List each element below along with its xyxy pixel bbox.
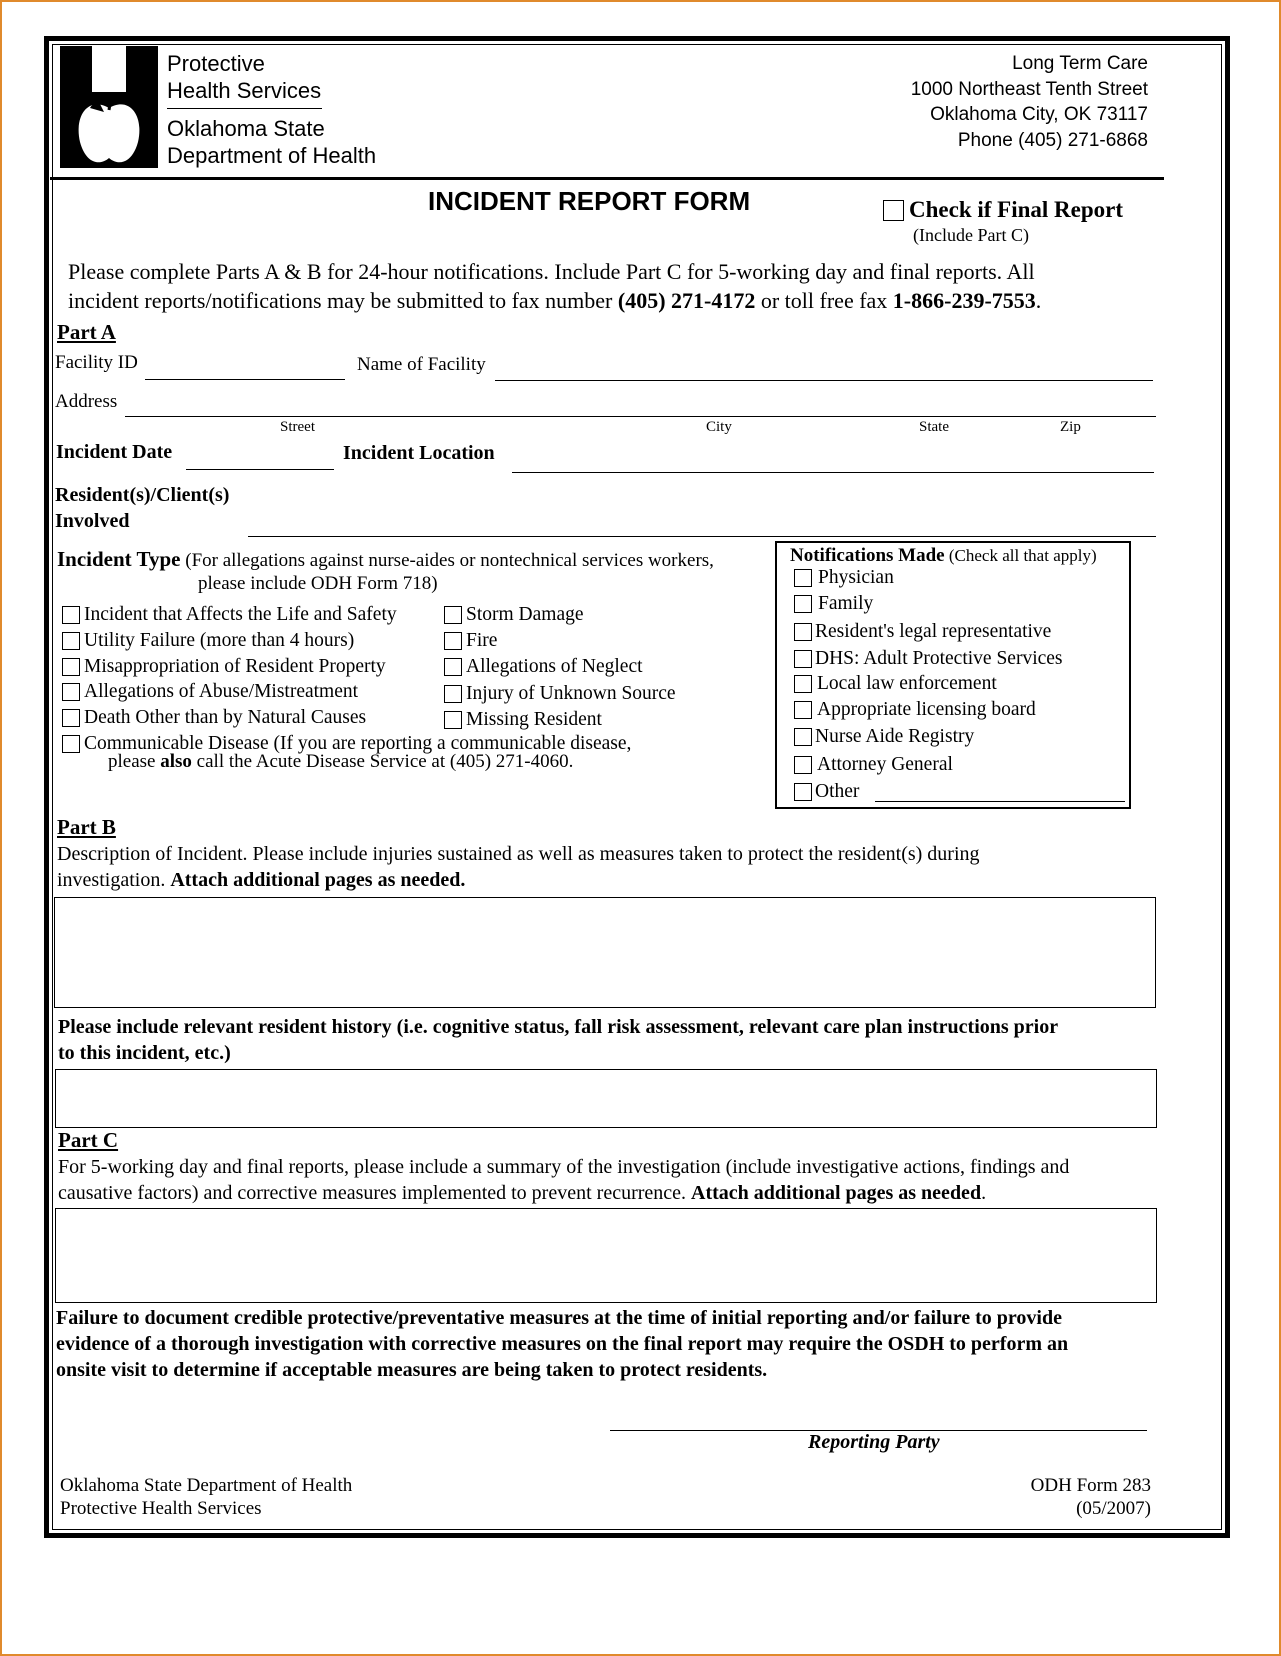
option-label: Death Other than by Natural Causes bbox=[84, 707, 367, 728]
incident-type-option[interactable] bbox=[444, 604, 584, 626]
checkbox[interactable] bbox=[794, 623, 812, 641]
zip-caption: Zip bbox=[1060, 419, 1081, 435]
resident-history-box[interactable] bbox=[55, 1069, 1157, 1128]
part-b-attach-note: Attach additional pages as needed. bbox=[170, 869, 466, 891]
option-label: Injury of Unknown Source bbox=[466, 683, 676, 704]
incident-type-option[interactable] bbox=[62, 630, 354, 652]
address-line-2: 1000 Northeast Tenth Street bbox=[910, 78, 1148, 100]
address-label: Address bbox=[55, 391, 118, 412]
footer-left bbox=[60, 1474, 352, 1520]
fax-number: (405) 271-4172 bbox=[617, 288, 756, 313]
form-number: ODH Form 283 bbox=[1030, 1475, 1151, 1496]
org-divider bbox=[167, 108, 322, 109]
org-line-1: Protective bbox=[167, 51, 265, 76]
logo-h-apple-icon bbox=[60, 46, 158, 168]
facility-id-field[interactable] bbox=[145, 379, 345, 380]
intro-line-2a: incident reports/notifications may be submitted to fax number bbox=[68, 288, 618, 313]
comm-note-also: also bbox=[160, 751, 192, 772]
notification-option[interactable] bbox=[794, 781, 859, 803]
incident-location-label: Incident Location bbox=[343, 442, 495, 464]
option-label: Nurse Aide Registry bbox=[815, 726, 975, 747]
footer-left-2: Protective Health Services bbox=[60, 1498, 262, 1519]
notification-option[interactable] bbox=[794, 673, 997, 695]
address-line-4: Phone (405) 271-6868 bbox=[957, 129, 1148, 151]
final-report-label: Check if Final Report bbox=[909, 197, 1124, 222]
part-c-heading: Part C bbox=[58, 1128, 119, 1152]
option-label: Incident that Affects the Life and Safety bbox=[84, 604, 397, 625]
notification-option[interactable] bbox=[794, 648, 1063, 670]
notifications-label: Notifications Made bbox=[790, 545, 945, 566]
reporting-party-label: Reporting Party bbox=[808, 1431, 940, 1453]
residents-label-2: Involved bbox=[55, 510, 130, 532]
street-caption: Street bbox=[280, 419, 315, 435]
facility-name-label: Name of Facility bbox=[357, 354, 486, 375]
toll-free-fax: 1-866-239-7553 bbox=[892, 288, 1036, 313]
option-label: Allegations of Abuse/Mistreatment bbox=[84, 681, 359, 702]
part-c-attach-note: Attach additional pages as needed bbox=[691, 1182, 982, 1204]
checkbox[interactable] bbox=[794, 783, 812, 801]
history-line-1: Please include relevant resident history (i.e. cognitive status, fall risk assessment, relevant care plan instructions prior bbox=[58, 1016, 1059, 1038]
part-c-description bbox=[58, 1154, 1069, 1206]
incident-date-label: Incident Date bbox=[56, 441, 173, 463]
checkbox[interactable] bbox=[794, 701, 812, 719]
resident-history-prompt bbox=[58, 1014, 1058, 1066]
checkbox[interactable] bbox=[62, 606, 80, 624]
odh-logo bbox=[60, 46, 158, 168]
final-report-sub: (Include Part C) bbox=[913, 225, 1029, 245]
notification-option[interactable] bbox=[794, 699, 1036, 721]
incident-type-header bbox=[57, 547, 714, 572]
part-c-desc-2 bbox=[58, 1180, 1069, 1206]
residents-field[interactable] bbox=[248, 536, 1156, 537]
checkbox[interactable] bbox=[444, 606, 462, 624]
part-c-desc-2a: causative factors) and corrective measures implemented to prevent recurrence. bbox=[58, 1182, 692, 1204]
facility-id-label: Facility ID bbox=[55, 352, 138, 373]
intro-line-2 bbox=[68, 286, 1041, 315]
communicable-disease-note bbox=[108, 751, 573, 773]
incident-type-option[interactable] bbox=[444, 683, 676, 705]
comm-note-c: call the Acute Disease Service at (405) 271-4060. bbox=[191, 751, 574, 772]
final-report-checkbox[interactable] bbox=[883, 200, 904, 221]
city-caption: City bbox=[706, 419, 732, 435]
notifications-header bbox=[790, 545, 1097, 567]
checkbox[interactable] bbox=[794, 595, 812, 613]
checkbox[interactable] bbox=[794, 756, 812, 774]
incident-type-note-2: please include ODH Form 718) bbox=[198, 573, 438, 594]
org-line-4: Department of Health bbox=[167, 143, 377, 168]
option-label: Communicable Disease (If you are reporting a communicable disease, bbox=[84, 733, 632, 754]
option-label: Resident's legal representative bbox=[815, 621, 1052, 642]
checkbox[interactable] bbox=[794, 569, 812, 587]
part-b-desc-1: Description of Incident. Please include injuries sustained as well as measures taken to protect the resident(s) during bbox=[57, 843, 980, 865]
notification-option[interactable] bbox=[794, 593, 873, 615]
option-label: Fire bbox=[466, 630, 498, 651]
option-label: DHS: Adult Protective Services bbox=[815, 648, 1063, 669]
part-b-description bbox=[57, 841, 980, 893]
checkbox[interactable] bbox=[444, 685, 462, 703]
header-divider bbox=[50, 177, 1164, 180]
state-caption: State bbox=[919, 419, 949, 435]
address-field[interactable] bbox=[125, 416, 1156, 417]
checkbox[interactable] bbox=[794, 650, 812, 668]
address-line-1: Long Term Care bbox=[1012, 53, 1148, 74]
intro-line-1: Please complete Parts A & B for 24-hour notifications. Include Part C for 5-working day and final reports. All bbox=[68, 259, 1035, 284]
option-label: Other bbox=[815, 781, 860, 802]
incident-type-note-1: (For allegations against nurse-aides or nontechnical services workers, bbox=[185, 550, 714, 571]
option-label: Allegations of Neglect bbox=[466, 656, 643, 677]
notification-option[interactable] bbox=[794, 621, 1051, 643]
option-label: Appropriate licensing board bbox=[817, 699, 1036, 720]
incident-description-box[interactable] bbox=[54, 897, 1156, 1008]
intro-line-2c: . bbox=[1035, 288, 1042, 313]
part-c-desc-2c: . bbox=[981, 1182, 987, 1204]
option-label: Utility Failure (more than 4 hours) bbox=[84, 630, 355, 651]
notification-option[interactable] bbox=[794, 567, 894, 589]
option-label: Misappropriation of Resident Property bbox=[84, 656, 386, 677]
notification-option[interactable] bbox=[794, 754, 953, 776]
part-c-desc-1: For 5-working day and final reports, please include a summary of the investigation (include investigative actions, findings and bbox=[58, 1156, 1070, 1178]
checkbox[interactable] bbox=[62, 632, 80, 650]
part-a-heading: Part A bbox=[57, 320, 116, 344]
incident-date-field[interactable] bbox=[186, 469, 334, 470]
org-line-3: Oklahoma State bbox=[167, 116, 325, 141]
checkbox[interactable] bbox=[444, 632, 462, 650]
warning-text bbox=[56, 1305, 1068, 1383]
incident-type-option[interactable] bbox=[444, 709, 602, 731]
history-line-2: to this incident, etc.) bbox=[58, 1042, 231, 1064]
incident-type-option[interactable] bbox=[62, 681, 358, 703]
checkbox[interactable] bbox=[444, 658, 462, 676]
notifications-note: (Check all that apply) bbox=[948, 546, 1097, 565]
incident-type-option[interactable] bbox=[62, 707, 366, 729]
residents-label-1: Resident(s)/Client(s) bbox=[55, 484, 230, 506]
checkbox[interactable] bbox=[62, 709, 80, 727]
form-title: INCIDENT REPORT FORM bbox=[428, 186, 751, 216]
option-label: Storm Damage bbox=[466, 604, 584, 625]
address-line-3: Oklahoma City, OK 73117 bbox=[930, 104, 1148, 125]
checkbox[interactable] bbox=[794, 675, 812, 693]
option-label: Family bbox=[818, 593, 874, 614]
org-name-block bbox=[167, 50, 376, 169]
option-label: Missing Resident bbox=[466, 709, 602, 730]
org-line-2: Health Services bbox=[167, 78, 322, 103]
form-date: (05/2007) bbox=[1076, 1498, 1151, 1519]
warning-line-2: evidence of a thorough investigation with corrective measures on the final report may require the OSDH to perform an bbox=[56, 1333, 1069, 1355]
checkbox[interactable] bbox=[444, 711, 462, 729]
final-report-block bbox=[883, 197, 1123, 246]
other-notification-field[interactable] bbox=[875, 801, 1125, 802]
part-b-desc-2a: investigation. bbox=[57, 869, 171, 891]
facility-name-field[interactable] bbox=[495, 380, 1153, 381]
option-label: Physician bbox=[818, 567, 894, 588]
option-label: Attorney General bbox=[817, 754, 953, 775]
incident-type-option[interactable] bbox=[62, 656, 386, 678]
incident-type-label: Incident Type bbox=[57, 547, 181, 571]
checkbox[interactable] bbox=[794, 728, 812, 746]
part-b-desc-2 bbox=[57, 867, 980, 893]
residents-label bbox=[55, 482, 229, 534]
footer-left-1: Oklahoma State Department of Health bbox=[60, 1475, 353, 1496]
checkbox[interactable] bbox=[62, 683, 80, 701]
warning-line-3: onsite visit to determine if acceptable measures are being taken to protect residents. bbox=[56, 1359, 768, 1381]
investigation-summary-box[interactable] bbox=[55, 1208, 1157, 1303]
incident-location-field[interactable] bbox=[512, 472, 1154, 473]
part-b-heading: Part B bbox=[57, 815, 116, 839]
notification-option[interactable] bbox=[794, 726, 974, 748]
warning-line-1: Failure to document credible protective/preventative measures at the time of initial reporting and/or failure to provide bbox=[56, 1307, 1062, 1329]
address-block bbox=[911, 51, 1148, 153]
comm-note-a: please bbox=[108, 751, 161, 772]
intro-text bbox=[68, 257, 1041, 315]
footer-right bbox=[1031, 1474, 1151, 1520]
incident-type-option[interactable] bbox=[444, 630, 497, 652]
checkbox[interactable] bbox=[62, 658, 80, 676]
incident-type-option[interactable] bbox=[62, 604, 397, 626]
incident-type-option[interactable] bbox=[444, 656, 643, 678]
option-label: Local law enforcement bbox=[817, 673, 997, 694]
checkbox[interactable] bbox=[62, 735, 80, 753]
intro-line-2b: or toll free fax bbox=[755, 288, 893, 313]
